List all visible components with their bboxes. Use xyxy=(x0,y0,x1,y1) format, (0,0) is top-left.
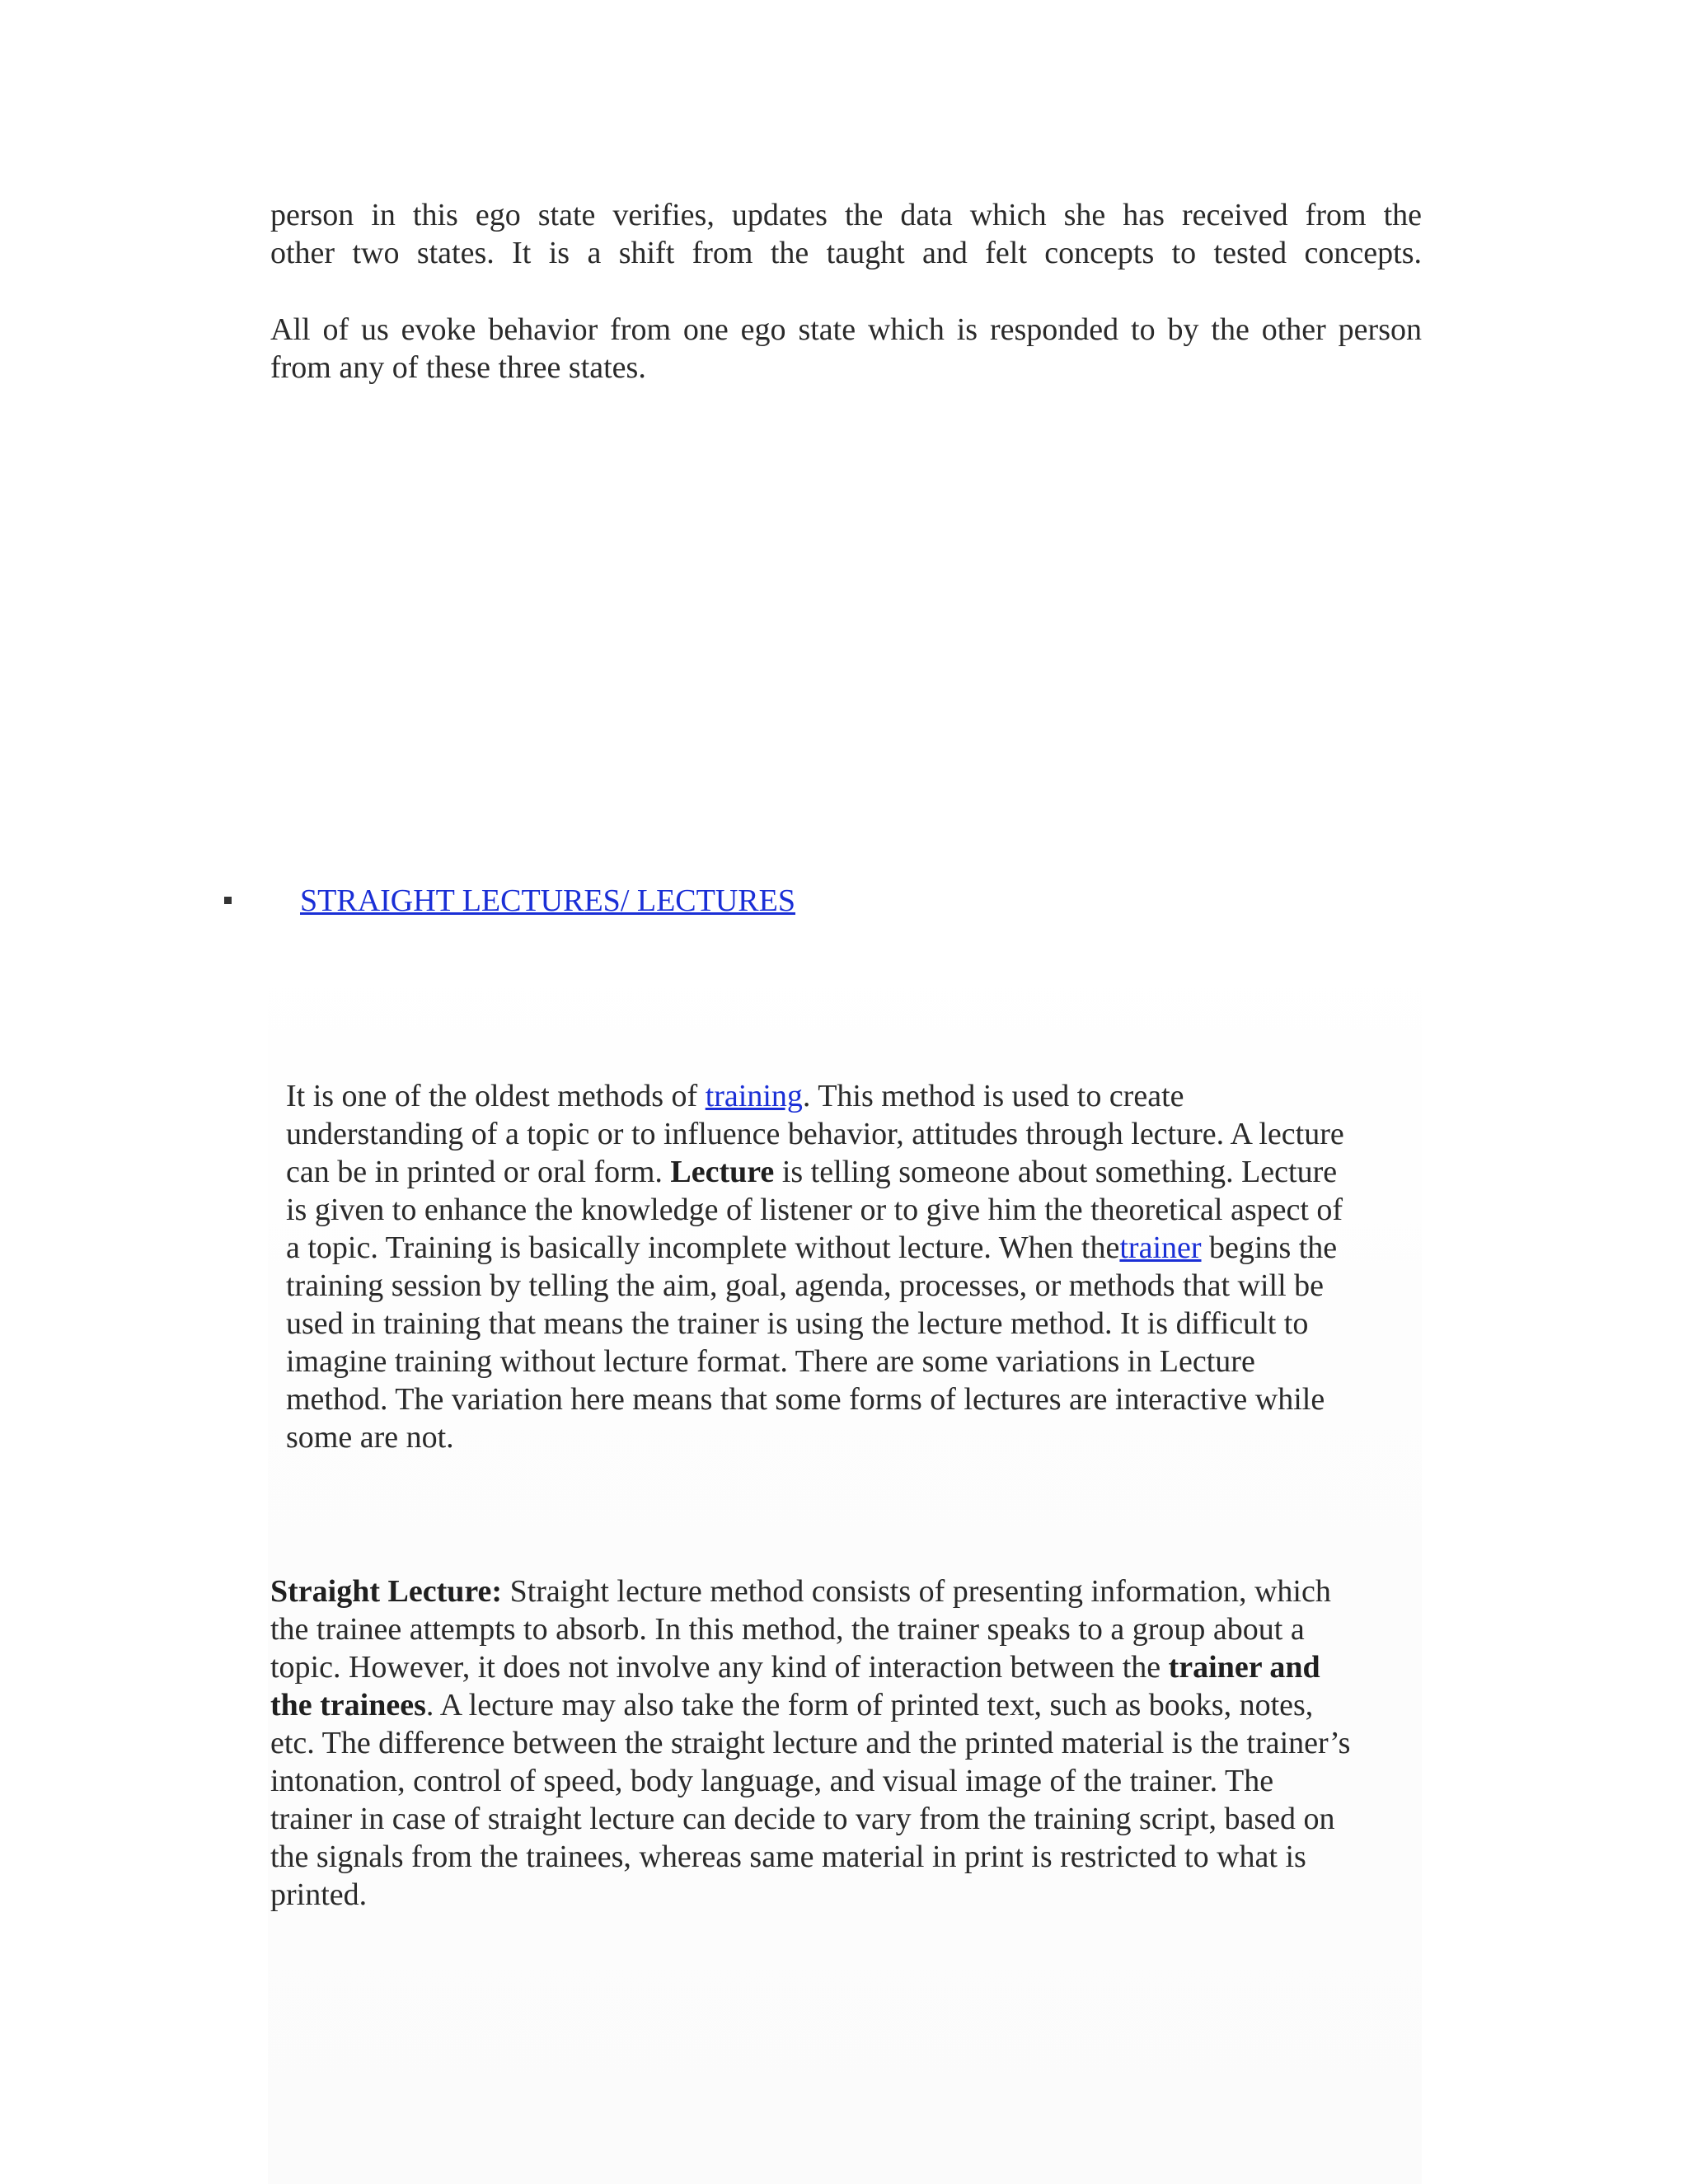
straight-line-3: topic. However, it does not involve any kind of interaction between the trainer and xyxy=(270,1650,1320,1685)
lecture-line-8: imagine training without lecture format. There are some variations in Lecture xyxy=(286,1344,1255,1379)
training-link[interactable]: training xyxy=(705,1079,803,1113)
straight-line-4: the trainees. A lecture may also take the form of printed text, such as books, notes, xyxy=(270,1688,1314,1722)
ego-line-1: All of us evoke behavior from one ego state which is responded to by the other person xyxy=(270,312,1422,347)
straight-lecture-term: Straight Lecture: xyxy=(270,1574,503,1609)
lecture-line-2: understanding of a topic or to influence behavior, attitudes through lecture. A lecture xyxy=(286,1117,1344,1151)
lecture-paragraph xyxy=(286,1077,1407,1456)
lecture-line-9: method. The variation here means that some forms of lectures are interactive while xyxy=(286,1382,1325,1417)
lecture-line-3: can be in printed or oral form. Lecture is telling someone about something. Lecture xyxy=(286,1155,1338,1189)
straight-line-6: intonation, control of speed, body language, and visual image of the trainer. The xyxy=(270,1764,1274,1798)
straight-line-2: the trainee attempts to absorb. In this method, the trainer speaks to a group about a xyxy=(270,1612,1305,1647)
lecture-line-7: used in training that means the trainer is using the lecture method. It is difficult to xyxy=(286,1306,1309,1341)
straight-line-5: etc. The difference between the straight lecture and the printed material is the trainer’s xyxy=(270,1726,1351,1760)
straight-lectures-link[interactable]: STRAIGHT LECTURES/ LECTURES xyxy=(300,883,795,918)
straight-line-9: printed. xyxy=(270,1877,368,1912)
intro-line-1: person in this ego state verifies, updates the data which she has received from the xyxy=(270,198,1422,232)
intro-line-2: other two states. It is a shift from the taught and felt concepts to tested concepts. xyxy=(270,236,1422,270)
lecture-line-5: a topic. Training is basically incomplete without lecture. When thetrainer begins the xyxy=(286,1230,1338,1265)
trainer-and-bold: trainer and xyxy=(1168,1650,1320,1685)
straight-line-1: Straight Lecture: Straight lecture method consists of presenting information, which xyxy=(270,1574,1331,1609)
lecture-line-10: some are not. xyxy=(286,1420,454,1455)
square-bullet-icon xyxy=(224,897,232,904)
straight-line-7: trainer in case of straight lecture can decide to vary from the training script, based on xyxy=(270,1802,1335,1836)
intro-paragraph xyxy=(270,196,1422,272)
ego-states-paragraph xyxy=(270,311,1422,387)
ego-line-2: from any of these three states. xyxy=(270,350,646,385)
lecture-bold-term: Lecture xyxy=(670,1155,775,1189)
lecture-line-1: It is one of the oldest methods of training. This method is used to create xyxy=(286,1079,1184,1113)
trainer-link[interactable]: trainer xyxy=(1119,1230,1202,1265)
the-trainees-bold: the trainees xyxy=(270,1688,426,1722)
straight-line-8: the signals from the trainees, whereas same material in print is restricted to what is xyxy=(270,1840,1306,1874)
lecture-line-6: training session by telling the aim, goal, agenda, processes, or methods that will be xyxy=(286,1268,1325,1303)
straight-lecture-paragraph xyxy=(270,1572,1408,1914)
lecture-line-4: is given to enhance the knowledge of listener or to give him the theoretical aspect of xyxy=(286,1193,1343,1227)
